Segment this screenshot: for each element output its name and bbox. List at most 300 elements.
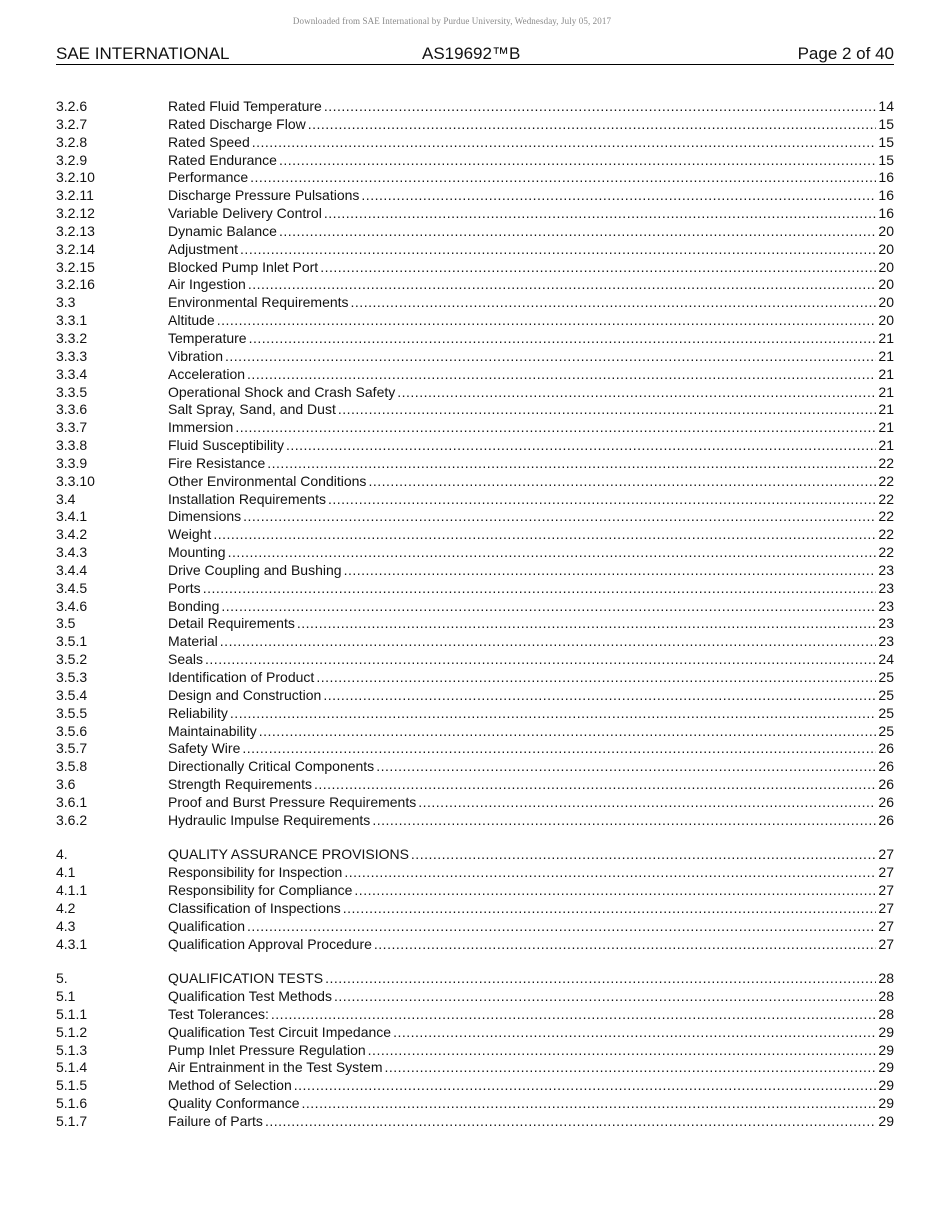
toc-entry[interactable] [56,864,894,882]
toc-dot-leader [344,562,877,580]
toc-entry-line [168,276,894,294]
toc-page-number[interactable]: 23 [878,579,894,596]
toc-section-title[interactable]: Salt Spray, Sand, and Dust [168,401,336,418]
toc-entry[interactable] [56,491,894,509]
toc-dot-leader [397,384,876,402]
toc-section-title[interactable]: Drive Coupling and Bushing [168,561,342,578]
toc-section-title[interactable]: Air Ingestion [168,276,246,293]
toc-section-title[interactable]: Directionally Critical Components [168,758,375,775]
toc-entry[interactable] [56,169,894,187]
toc-page-number[interactable]: 20 [878,240,894,257]
toc-section-number: 3.4.2 [56,526,88,543]
toc-entry-line [168,223,894,241]
toc-section-number: 5.1.6 [56,1095,88,1112]
toc-page-number[interactable]: 28 [878,970,894,987]
toc-dot-leader [368,473,876,491]
toc-page-number[interactable]: 16 [878,187,894,204]
toc-entry[interactable] [56,384,894,402]
toc-dot-leader [265,1113,876,1131]
toc-entry-line [168,705,894,723]
toc-dot-leader [217,312,877,330]
toc-section-title[interactable]: Fire Resistance [168,454,266,471]
toc-page-number[interactable]: 25 [878,722,894,739]
toc-entry[interactable] [56,918,894,936]
toc-dot-leader [302,1095,877,1113]
toc-section-title[interactable]: Maintainability [168,722,257,739]
toc-dot-leader [249,330,877,348]
toc-entry[interactable] [56,776,894,794]
toc-entry[interactable] [56,812,894,830]
toc-entry-line [168,312,894,330]
toc-dot-leader [308,116,877,134]
toc-section-number: 3.3.6 [56,401,88,418]
toc-entry[interactable] [56,794,894,812]
toc-entry[interactable] [56,348,894,366]
toc-section-number: 3.5.8 [56,758,88,775]
toc-page-number[interactable]: 21 [878,383,894,400]
toc-page-number[interactable]: 22 [878,526,894,543]
toc-dot-leader [338,401,877,419]
toc-section-number: 4. [56,846,68,863]
toc-entry[interactable] [56,98,894,116]
toc-page-number[interactable]: 29 [878,1059,894,1076]
toc-entry[interactable] [56,437,894,455]
toc-section-number: 5.1.2 [56,1023,88,1040]
toc-group-spacer [56,953,894,970]
toc-section-title[interactable]: Qualification Test Methods [168,988,332,1005]
toc-entry[interactable] [56,134,894,152]
toc-entry[interactable] [56,900,894,918]
toc-page-number[interactable]: 22 [878,508,894,525]
toc-entry-line [168,366,894,384]
toc-section-title[interactable]: Environmental Requirements [168,294,349,311]
toc-page-number[interactable]: 21 [878,401,894,418]
toc-entry[interactable] [56,687,894,705]
toc-entry-line [168,651,894,669]
toc-page-number[interactable]: 20 [878,312,894,329]
toc-entry[interactable] [56,723,894,741]
toc-section-number: 5.1.4 [56,1059,88,1076]
toc-entry-line [168,900,894,918]
toc-page-number[interactable]: 15 [878,151,894,168]
toc-page-number[interactable]: 27 [878,846,894,863]
toc-page-number[interactable]: 23 [878,597,894,614]
toc-page-number[interactable]: 26 [878,740,894,757]
toc-dot-leader [324,205,877,223]
toc-section-title[interactable]: Performance [168,169,249,186]
toc-entry-line [168,116,894,134]
toc-section-number: 3.3.9 [56,454,88,471]
toc-page-number[interactable]: 22 [878,490,894,507]
toc-entry[interactable] [56,508,894,526]
toc-entry-line [168,1077,894,1095]
toc-dot-leader [418,794,876,812]
toc-entry[interactable] [56,241,894,259]
toc-dot-leader [294,1077,877,1095]
toc-section-title[interactable]: Discharge Pressure Pulsations [168,187,360,204]
toc-page-number[interactable]: 20 [878,222,894,239]
toc-entry-line [168,384,894,402]
toc-page-number[interactable]: 29 [878,1077,894,1094]
toc-section-number: 5.1.3 [56,1041,88,1058]
toc-page-number[interactable]: 26 [878,811,894,828]
toc-section-title[interactable]: Dynamic Balance [168,222,277,239]
toc-section-number: 3.3.3 [56,347,88,364]
toc-entry[interactable] [56,1095,894,1113]
toc-section-number: 3.5.3 [56,669,88,685]
toc-entry-line [168,758,894,776]
toc-section-title[interactable]: Other Environmental Conditions [168,472,367,489]
toc-entry-line [168,152,894,170]
toc-section-number: 3.4 [56,490,76,507]
toc-section-title[interactable]: Dimensions [168,508,242,525]
toc-entry[interactable] [56,544,894,562]
toc-page-number[interactable]: 25 [878,686,894,703]
toc-section-title[interactable]: QUALITY ASSURANCE PROVISIONS [168,846,409,863]
toc-entry-line [168,187,894,205]
toc-entry[interactable] [56,330,894,348]
toc-entry[interactable] [56,1024,894,1042]
toc-entry[interactable] [56,1113,894,1131]
toc-section-number: 3.2.8 [56,133,88,150]
toc-dot-leader [205,651,876,669]
toc-section-title[interactable]: Safety Wire [168,740,241,757]
toc-entry[interactable] [56,740,894,758]
toc-entry[interactable] [56,615,894,633]
toc-section-number: 3.3.5 [56,383,88,400]
toc-entry[interactable] [56,669,894,687]
toc-section-title[interactable]: Pump Inlet Pressure Regulation [168,1041,366,1058]
toc-entry[interactable] [56,455,894,473]
toc-section-title[interactable]: Mounting [168,544,226,561]
toc-dot-leader [351,294,877,312]
toc-section-title[interactable]: Installation Requirements [168,490,326,507]
toc-page-number[interactable]: 21 [878,419,894,436]
toc-entry[interactable] [56,187,894,205]
toc-section-title[interactable]: Material [168,633,218,650]
toc-entry-line [168,1095,894,1113]
toc-dot-leader [361,187,876,205]
toc-section-title[interactable]: Hydraulic Impulse Requirements [168,811,371,828]
toc-section-number: 4.1 [56,864,76,881]
toc-section-title[interactable]: Strength Requirements [168,776,312,793]
toc-section-number: 3.3.2 [56,329,88,346]
toc-section-title[interactable]: Vibration [168,347,224,364]
toc-dot-leader [354,882,876,900]
toc-section-number: 3.3.10 [56,472,95,489]
toc-section-title[interactable]: Fluid Susceptibility [168,437,284,454]
toc-section-number: 3.4.6 [56,597,88,614]
toc-section-title[interactable]: Reliability [168,704,228,721]
toc-section-number: 3.3.7 [56,419,88,436]
toc-dot-leader [344,864,876,882]
toc-entry-line [168,98,894,116]
toc-entry-line [168,544,894,562]
toc-page-number[interactable]: 20 [878,258,894,275]
toc-section-number: 3.5.1 [56,633,88,650]
toc-entry-line [168,580,894,598]
toc-section-title[interactable]: Adjustment [168,240,239,257]
toc-page-number[interactable]: 21 [878,437,894,454]
toc-entry[interactable] [56,580,894,598]
toc-entry-line [168,970,894,988]
toc-page-number[interactable]: 22 [878,454,894,471]
toc-section-title[interactable]: Rated Speed [168,133,250,150]
toc-section-title[interactable]: Operational Shock and Crash Safety [168,383,396,400]
toc-entry-line [168,615,894,633]
toc-section-number: 5.1.1 [56,1005,88,1022]
toc-page-number[interactable]: 23 [878,615,894,632]
toc-section-number: 3.2.14 [56,240,95,257]
toc-dot-leader [279,152,876,170]
toc-entry[interactable] [56,259,894,277]
toc-entry-line [168,134,894,152]
toc-entry[interactable] [56,419,894,437]
toc-entry[interactable] [56,1059,894,1077]
toc-dot-leader [376,758,876,776]
toc-entry-line [168,936,894,954]
toc-section-number: 3.5 [56,615,76,632]
toc-section-number: 4.3 [56,917,76,934]
toc-entry-line [168,562,894,580]
toc-page-number[interactable]: 29 [878,1113,894,1129]
toc-dot-leader [252,134,877,152]
toc-section-title[interactable]: Temperature [168,329,247,346]
toc-page-number[interactable]: 26 [878,793,894,810]
toc-group-spacer [56,830,894,847]
toc-entry[interactable] [56,988,894,1006]
toc-section-title[interactable]: Test Tolerances: [168,1005,269,1022]
toc-section-title[interactable]: Qualification Test Circuit Impedance [168,1023,392,1040]
toc-section-title[interactable]: Responsibility for Compliance [168,882,353,899]
toc-section-number: 5. [56,970,68,987]
toc-dot-leader [411,846,877,864]
toc-section-number: 3.6 [56,776,76,793]
toc-section-title[interactable]: Responsibility for Inspection [168,864,343,881]
toc-dot-leader [267,455,876,473]
toc-section-title[interactable]: Detail Requirements [168,615,295,632]
toc-entry-line [168,294,894,312]
toc-page-number[interactable]: 20 [878,276,894,293]
toc-dot-leader [271,1006,877,1024]
toc-dot-leader [385,1059,877,1077]
toc-page-number[interactable]: 25 [878,704,894,721]
toc-section-title[interactable]: Variable Delivery Control [168,205,322,222]
toc-section-title[interactable]: Ports [168,579,201,596]
toc-entry[interactable] [56,882,894,900]
toc-entry-line [168,455,894,473]
toc-dot-leader [247,918,876,936]
toc-entry[interactable] [56,651,894,669]
toc-section-number: 3.2.6 [56,98,88,114]
toc-entry[interactable] [56,1077,894,1095]
toc-section-title[interactable]: Qualification [168,917,246,934]
toc-section-number: 3.4.4 [56,561,88,578]
toc-dot-leader [225,348,876,366]
toc-page-number[interactable]: 21 [878,347,894,364]
toc-dot-leader [221,598,876,616]
toc-entry[interactable] [56,152,894,170]
toc-dot-leader [240,241,876,259]
toc-dot-leader [259,723,877,741]
toc-page-number[interactable]: 27 [878,882,894,899]
toc-section-title[interactable]: Bonding [168,597,220,614]
download-watermark: Downloaded from SAE International by Purdue University, Wednesday, July 05, 2017 [292,16,612,26]
toc-entry-line [168,437,894,455]
toc-page-number[interactable]: 24 [878,651,894,668]
toc-dot-leader [220,633,877,651]
toc-section-number: 3.2.13 [56,222,95,239]
toc-section-number: 3.5.2 [56,651,88,668]
toc-dot-leader [323,687,876,705]
toc-dot-leader [203,580,877,598]
toc-section-number: 3.2.11 [56,187,94,204]
toc-entry[interactable] [56,294,894,312]
toc-dot-leader [316,669,876,687]
toc-entry[interactable] [56,970,894,988]
toc-page-number[interactable]: 16 [878,205,894,222]
toc-entry-line [168,259,894,277]
toc-page-number[interactable]: 16 [878,169,894,186]
toc-entry[interactable] [56,205,894,223]
toc-page-number[interactable]: 21 [878,329,894,346]
toc-entry[interactable] [56,846,894,864]
toc-section-title[interactable]: Air Entrainment in the Test System [168,1059,383,1076]
toc-page-number[interactable]: 23 [878,633,894,650]
toc-entry[interactable] [56,526,894,544]
toc-entry-line [168,473,894,491]
toc-page-number[interactable]: 22 [878,472,894,489]
toc-page-number[interactable]: 28 [878,1005,894,1022]
toc-section-title[interactable]: Rated Discharge Flow [168,115,306,132]
toc-entry-line [168,740,894,758]
toc-section-number: 5.1.7 [56,1113,88,1129]
toc-dot-leader [286,437,876,455]
toc-page-number[interactable]: 20 [878,294,894,311]
toc-page-number[interactable]: 27 [878,899,894,916]
toc-entry-line [168,918,894,936]
toc-dot-leader [247,366,876,384]
toc-page-number[interactable]: 25 [878,669,894,685]
toc-section-number: 3.3.8 [56,437,88,454]
toc-entry-line [168,241,894,259]
toc-section-number: 4.2 [56,899,76,916]
toc-dot-leader [393,1024,876,1042]
toc-section-title[interactable]: Altitude [168,312,215,329]
toc-entry-line [168,776,894,794]
toc-entry-line [168,1006,894,1024]
toc-section-number: 3.5.5 [56,704,88,721]
toc-section-title[interactable]: Failure of Parts [168,1113,263,1129]
toc-page-number[interactable]: 26 [878,776,894,793]
toc-page-number[interactable]: 21 [878,365,894,382]
toc-entry-line [168,723,894,741]
toc-entry[interactable] [56,936,894,954]
toc-dot-leader [368,1042,877,1060]
toc-page-number[interactable]: 27 [878,864,894,881]
toc-section-title[interactable]: Proof and Burst Pressure Requirements [168,793,417,810]
toc-section-number: 3.2.7 [56,115,88,132]
toc-section-number: 3.6.2 [56,811,88,828]
toc-entry[interactable] [56,1042,894,1060]
toc-entry[interactable] [56,312,894,330]
toc-section-title[interactable]: Rated Fluid Temperature [168,98,322,114]
toc-entry-line [168,491,894,509]
toc-entry[interactable] [56,705,894,723]
page-header [56,44,894,65]
toc-section-title[interactable]: Rated Endurance [168,151,277,168]
toc-entry[interactable] [56,401,894,419]
toc-dot-leader [228,544,877,562]
toc-section-title[interactable]: Seals [168,651,204,668]
toc-section-number: 4.1.1 [56,882,88,899]
toc-entry[interactable] [56,562,894,580]
table-of-contents [56,98,894,1131]
toc-section-title[interactable]: Design and Construction [168,686,322,703]
toc-entry[interactable] [56,1006,894,1024]
toc-page-number[interactable]: 29 [878,1095,894,1112]
toc-section-title[interactable]: Immersion [168,419,234,436]
toc-section-number: 3.2.12 [56,205,95,222]
toc-section-number: 4.3.1 [56,935,88,952]
toc-entry[interactable] [56,116,894,134]
toc-section-number: 3.3.4 [56,365,88,382]
toc-section-title[interactable]: Classification of Inspections [168,899,341,916]
toc-page-number[interactable]: 15 [878,133,894,150]
toc-page-number[interactable]: 29 [878,1041,894,1058]
toc-section-title[interactable]: Acceleration [168,365,246,382]
header-page-info: Page 2 of 40 [797,44,894,63]
toc-section-title[interactable]: Method of Selection [168,1077,292,1094]
toc-entry[interactable] [56,473,894,491]
toc-entry[interactable] [56,633,894,651]
toc-page-number[interactable]: 27 [878,935,894,952]
toc-entry[interactable] [56,366,894,384]
toc-dot-leader [328,491,876,509]
toc-entry[interactable] [56,276,894,294]
toc-section-number: 3.5.4 [56,686,88,703]
toc-entry[interactable] [56,223,894,241]
toc-page-number[interactable]: 26 [878,758,894,775]
toc-entry-line [168,1042,894,1060]
toc-page-number[interactable]: 22 [878,544,894,561]
toc-entry-line [168,1059,894,1077]
toc-entry-line [168,1024,894,1042]
toc-entry[interactable] [56,758,894,776]
toc-section-title[interactable]: Weight [168,526,212,543]
toc-dot-leader [320,259,876,277]
toc-page-number[interactable]: 15 [878,115,894,132]
toc-section-title[interactable]: QUALIFICATION TESTS [168,970,324,987]
toc-page-number[interactable]: 27 [878,917,894,934]
toc-entry-line [168,633,894,651]
header-organization: SAE INTERNATIONAL [56,44,230,63]
toc-page-number[interactable]: 14 [878,98,894,114]
toc-section-number: 3.3.1 [56,312,88,329]
toc-entry[interactable] [56,598,894,616]
toc-dot-leader [279,223,876,241]
toc-section-title[interactable]: Qualification Approval Procedure [168,935,372,952]
toc-page-number[interactable]: 29 [878,1023,894,1040]
toc-dot-leader [243,508,876,526]
toc-section-title[interactable]: Blocked Pump Inlet Port [168,258,319,275]
toc-section-title[interactable]: Identification of Product [168,669,315,685]
toc-section-title[interactable]: Quality Conformance [168,1095,300,1112]
toc-page-number[interactable]: 23 [878,561,894,578]
toc-page-number[interactable]: 28 [878,988,894,1005]
toc-entry-line [168,598,894,616]
toc-dot-leader [248,276,877,294]
